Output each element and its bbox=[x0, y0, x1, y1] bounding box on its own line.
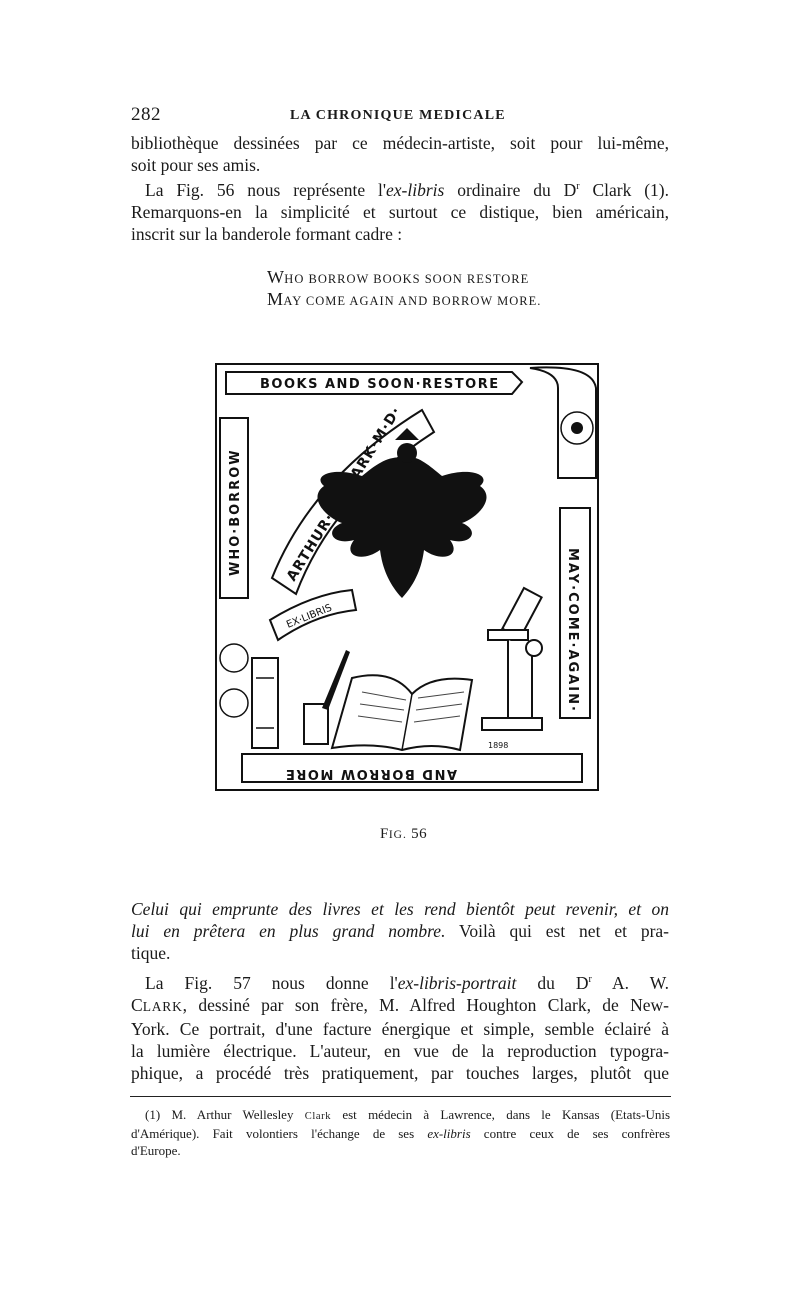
small-caps-name: LARK bbox=[142, 998, 183, 1014]
italic-text: Celui qui emprunte des livres et les rend bientôt peut revenir, et on bbox=[131, 899, 669, 919]
footnote-rule bbox=[130, 1096, 671, 1097]
text-line: York. Ce portrait, d'une facture énergique et simple, semble éclairé à bbox=[131, 1018, 669, 1039]
text-line: d'Europe. bbox=[131, 1143, 181, 1158]
text-line bbox=[131, 1106, 670, 1125]
text-run: ordinaire du D bbox=[444, 179, 577, 200]
bookplate-figure bbox=[212, 358, 602, 798]
text-run: d'Amérique). Fait volontiers l'échange de ses bbox=[131, 1126, 428, 1141]
text-line: Remarquons-en la simplicité et surtout ce distique, bien américain, bbox=[131, 201, 669, 222]
text-line bbox=[131, 994, 669, 1018]
small-caps-name: Clark bbox=[304, 1111, 332, 1122]
running-title: LA CHRONIQUE MEDICALE bbox=[290, 108, 506, 123]
paragraph-intro bbox=[131, 132, 669, 245]
small-caps-text: AY COME AGAIN AND BORROW MORE. bbox=[283, 294, 542, 308]
text-run: , dessiné par son frère, M. Alfred Houghton Clark, de New- bbox=[182, 994, 669, 1015]
text-line bbox=[131, 920, 669, 942]
footnote bbox=[131, 1106, 670, 1159]
drop-letter: W bbox=[267, 267, 285, 287]
paragraph-portrait bbox=[131, 969, 669, 1084]
text-line: la lumière électrique. L'auteur, en vue de la reproduction typogra- bbox=[131, 1040, 669, 1061]
text-line bbox=[131, 898, 669, 920]
text-line: soit pour ses amis. bbox=[131, 155, 261, 175]
small-caps-text: HO BORROW BOOKS SOON RESTORE bbox=[284, 272, 530, 286]
bookplate-illustration bbox=[212, 358, 602, 798]
left-banner-text: WHO·BORROW bbox=[228, 448, 243, 576]
caption-number: 56 bbox=[411, 826, 428, 842]
italic-text: lui en prêtera en plus grand nombre. bbox=[131, 921, 446, 941]
page-number: 282 bbox=[131, 104, 161, 125]
text-run: C bbox=[131, 994, 143, 1015]
text-line bbox=[131, 969, 669, 994]
paragraph-translation bbox=[131, 898, 669, 964]
superscript: r bbox=[588, 974, 592, 985]
text-run: du D bbox=[516, 972, 589, 993]
distich-quote bbox=[267, 267, 567, 311]
text-run: Clark (1). bbox=[579, 179, 669, 200]
text-run: A. W. bbox=[591, 972, 669, 993]
text-line: inscrit sur la banderole formant cadre : bbox=[131, 223, 403, 244]
ex-libris-text: EX·LIBRIS bbox=[285, 602, 334, 631]
italic-term: ex-libris-portrait bbox=[397, 972, 517, 993]
open-book-icon bbox=[332, 675, 472, 750]
text-run: La Fig. 56 nous représente l' bbox=[145, 179, 386, 200]
superscript: r bbox=[576, 181, 580, 192]
text-line: tique. bbox=[131, 943, 171, 963]
text-line: phique, a procédé très pratiquement, par touches larges, plutôt que bbox=[131, 1062, 669, 1083]
date-mark: 1898 bbox=[488, 741, 509, 750]
text-run: La Fig. 57 nous donne l' bbox=[145, 972, 398, 993]
text-run: Voilà qui est net et pra- bbox=[445, 921, 669, 941]
italic-term: ex-libris bbox=[427, 1126, 471, 1141]
text-run: contre ceux de ses confrères bbox=[470, 1126, 671, 1141]
text-line bbox=[131, 1125, 670, 1142]
closed-book-icon bbox=[252, 658, 278, 748]
distich-line-2 bbox=[267, 289, 567, 311]
italic-term: ex-libris bbox=[386, 179, 445, 200]
text-run: (1) M. Arthur Wellesley bbox=[145, 1107, 305, 1122]
text-line: bibliothèque dessinées par ce médecin-artiste, soit pour lui-même, bbox=[131, 133, 669, 153]
flower-center-icon bbox=[571, 422, 583, 434]
text-line bbox=[131, 176, 669, 201]
inkwell-icon bbox=[304, 704, 328, 744]
caption-cap: F bbox=[380, 826, 389, 842]
caption-small-caps: IG. bbox=[388, 829, 407, 841]
right-banner-text: MAY·COME·AGAIN· bbox=[565, 548, 580, 713]
top-banner-text: BOOKS AND SOON·RESTORE bbox=[260, 377, 500, 392]
bottom-banner-text: AND BORROW MORE bbox=[284, 766, 457, 781]
drop-letter: M bbox=[267, 289, 284, 309]
text-run: est médecin à Lawrence, dans le Kansas (Etats-Unis bbox=[331, 1107, 671, 1122]
figure-caption bbox=[380, 826, 427, 843]
distich-line-1 bbox=[267, 267, 567, 289]
